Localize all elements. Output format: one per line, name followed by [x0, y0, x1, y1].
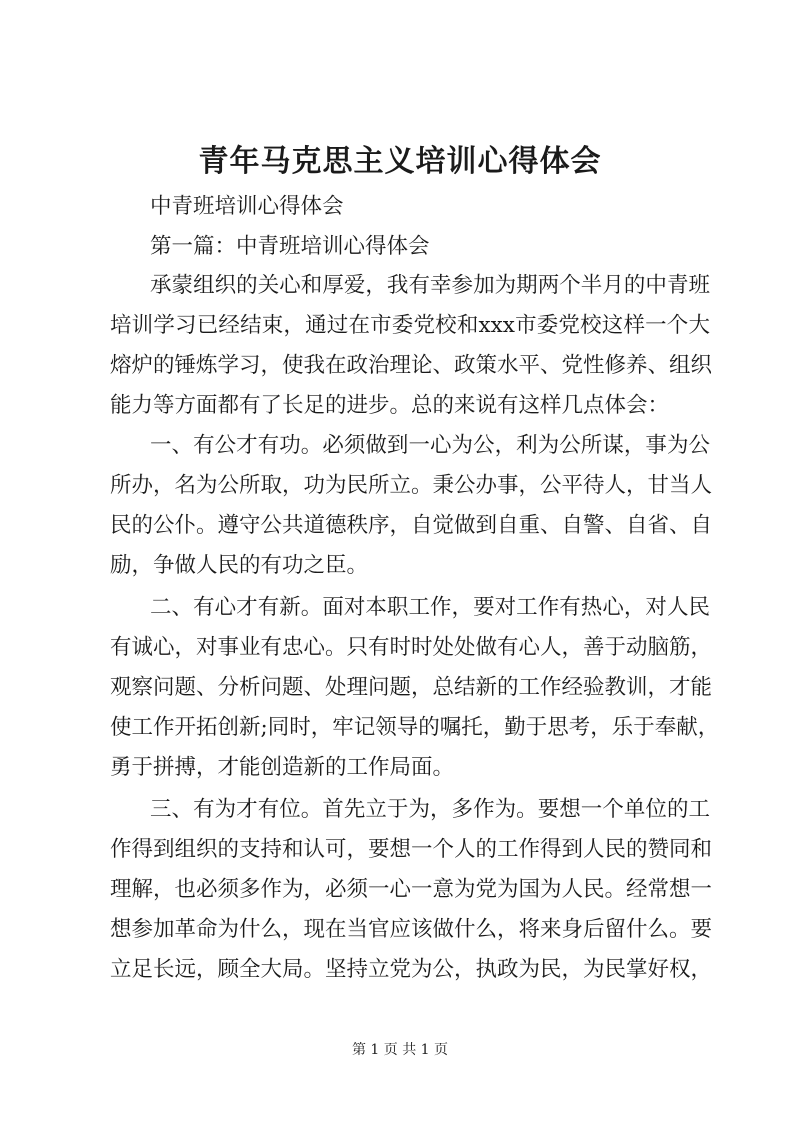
paragraph-line: 培训学习已经结束，通过在市委党校和xxx市委党校这样一个大 [110, 313, 710, 338]
paragraph-line: 能力等方面都有了长足的进步。总的来说有这样几点体会： [110, 393, 670, 418]
paragraph-line: 观察问题、分析问题、处理问题，总结新的工作经验教训，才能 [110, 675, 713, 700]
section-heading: 第一篇：中青班培训心得体会 [150, 234, 430, 259]
paragraph-line: 想参加革命为什么，现在当官应该做什么，将来身后留什么。要 [110, 917, 713, 942]
paragraph-line: 使工作开拓创新;同时，牢记领导的嘱托，勤于思考，乐于奉献， [110, 715, 720, 740]
paragraph-line: 理解，也必须多作为，必须一心一意为党为国为人民。经常想一 [110, 877, 713, 902]
page-footer: 第 1 页 共 1 页 [351, 1042, 449, 1058]
paragraph-line: 熔炉的锤炼学习，使我在政治理论、政策水平、党性修养、组织 [110, 353, 713, 378]
paragraph-line: 立足长远，顾全大局。坚持立党为公，执政为民，为民掌好权， [110, 957, 713, 982]
paragraph-line: 励，争做人民的有功之臣。 [110, 553, 369, 578]
paragraph-line: 民的公仆。遵守公共道德秩序，自觉做到自重、自警、自省、自 [110, 513, 713, 538]
paragraph-line: 二、有心才有新。面对本职工作，要对工作有热心，对人民 [150, 595, 710, 620]
paragraph-line: 勇于拼搏，才能创造新的工作局面。 [110, 755, 455, 780]
paragraph-line: 承蒙组织的关心和厚爱，我有幸参加为期两个半月的中青班 [150, 273, 710, 298]
document-title: 青年马克思主义培训心得体会 [198, 144, 602, 179]
document-subtitle: 中青班培训心得体会 [150, 194, 344, 219]
paragraph-line: 作得到组织的支持和认可，要想一个人的工作得到人民的赞同和 [110, 837, 713, 862]
paragraph-line: 有诚心，对事业有忠心。只有时时处处做有心人，善于动脑筋， [110, 635, 713, 660]
paragraph-line: 三、有为才有位。首先立于为，多作为。要想一个单位的工 [150, 797, 710, 822]
paragraph-line: 所办，名为公所取，功为民所立。秉公办事，公平待人，甘当人 [110, 473, 713, 498]
paragraph-line: 一、有公才有功。必须做到一心为公，利为公所谋，事为公 [150, 433, 710, 458]
